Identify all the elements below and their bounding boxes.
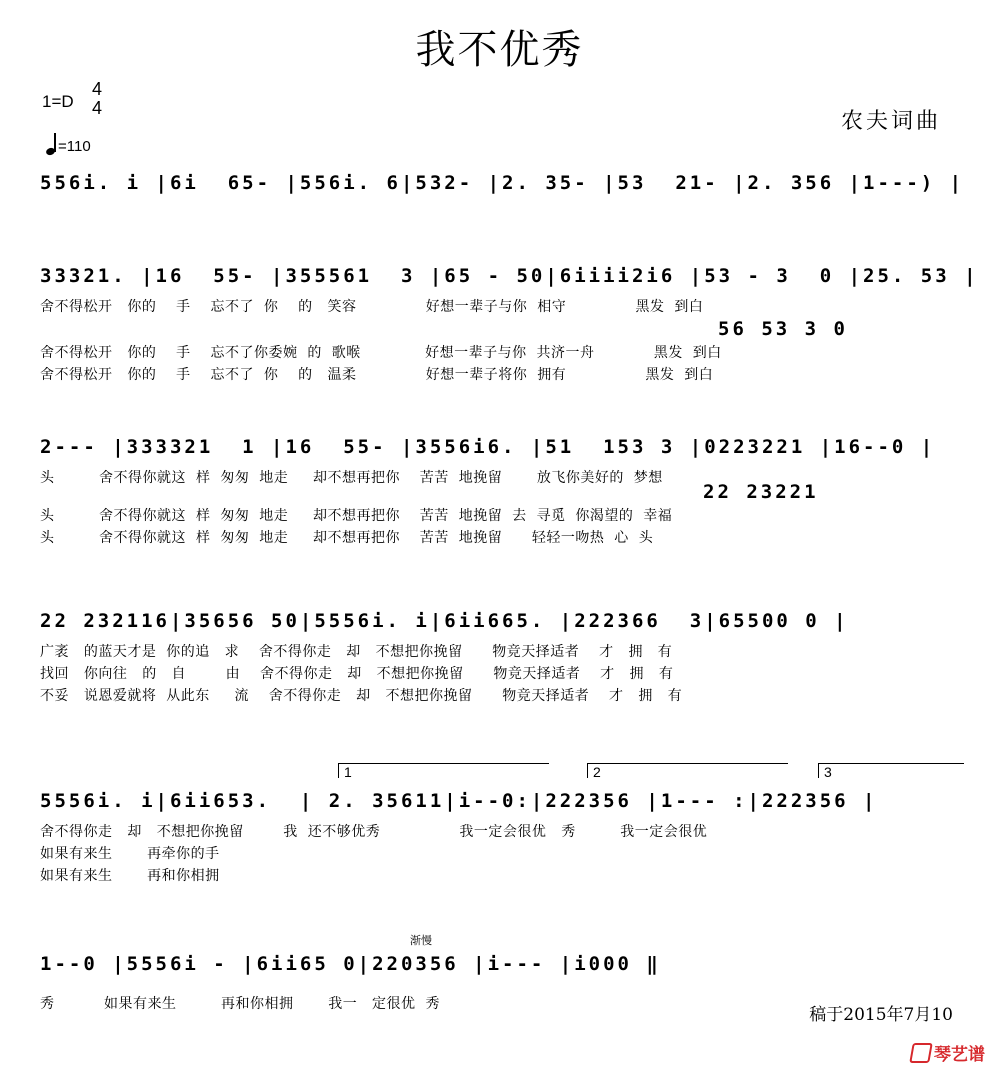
notation-line-6: 1--0 |5556i - |6ii65 0|220356 |i--- |i000 ‖ — [40, 953, 661, 975]
lyric-3-verse-3: 头 舍不得你就这 样 匆匆 地走 却不想再把你 苦苦 地挽留 轻轻一吻热 心 头 — [40, 530, 654, 546]
lyric-3-verse-2: 头 舍不得你就这 样 匆匆 地走 却不想再把你 苦苦 地挽留 去 寻觅 你渴望的 幸福 — [40, 508, 673, 524]
logo-text: 琴艺谱 — [934, 1045, 985, 1065]
lyric-4-verse-1: 广袤 的蓝天才是 你的追 求 舍不得你走 却 不想把你挽留 物竞天择适者 才 拥 有 — [40, 644, 673, 660]
lyric-2-verse-1: 舍不得松开 你的 手 忘不了 你 的 笑容 好想一辈子与你 相守 黑发 到白 — [40, 299, 704, 315]
song-title: 我不优秀 — [415, 27, 584, 73]
volta-1: 1 — [338, 763, 549, 778]
manuscript-date: 稿于2015年7月10 — [809, 1005, 953, 1025]
notation-line-1: 556i. i |6i 65- |556i. 6|532- |2. 35- |53 21- |2. 356 |1---) | — [40, 172, 965, 194]
lyric-4-verse-2: 找回 你向往 的 自 由 舍不得你走 却 不想把你挽留 物竞天择适者 才 拥 有 — [40, 666, 674, 682]
notation-line-4: 22 232116|35656 50|5556i. i|6ii665. |222366 3|65500 0 | — [40, 610, 849, 632]
dynamic-marking: 渐慢 — [410, 934, 432, 947]
time-signature-top: 4 — [91, 79, 102, 99]
lyric-2-verse-2: 舍不得松开 你的 手 忘不了你委婉 的 歌喉 好想一辈子与你 共济一舟 黑发 到白 — [40, 345, 722, 361]
time-signature — [88, 80, 106, 118]
lyric-5-verse-3: 如果有来生 再和你相拥 — [40, 868, 220, 884]
logo-mark-icon — [909, 1043, 933, 1063]
lyric-5-verse-1: 舍不得你走 却 不想把你挽留 我 还不够优秀 我一定会很优 秀 我一定会很优 — [40, 824, 708, 840]
notation-line-5: 5556i. i|6ii653. | 2. 35611|i--0:|222356 |1--- :|222356 | — [40, 790, 878, 812]
lyric-5-verse-2: 如果有来生 再牵你的手 — [40, 846, 220, 862]
quarter-note-icon — [46, 133, 56, 155]
key-signature: 1=D — [42, 92, 74, 111]
lyric-4-verse-3: 不妥 说恩爱就将 从此东 流 舍不得你走 却 不想把你挽留 物竞天择适者 才 拥 有 — [40, 688, 683, 704]
time-signature-bottom: 4 — [91, 98, 102, 118]
volta-2: 2 — [587, 763, 788, 778]
tempo-value: =110 — [58, 138, 91, 155]
volta-3: 3 — [818, 763, 964, 778]
lyric-2-verse-3: 舍不得松开 你的 手 忘不了 你 的 温柔 好想一辈子将你 拥有 黑发 到白 — [40, 367, 714, 383]
composer-credit: 农夫词曲 — [840, 109, 941, 134]
alt-notation-2: 56 53 3 0 — [718, 318, 848, 340]
lyric-3-verse-1: 头 舍不得你就这 样 匆匆 地走 却不想再把你 苦苦 地挽留 放飞你美好的 梦想 — [40, 470, 663, 486]
notation-line-3: 2--- |333321 1 |16 55- |3556i6. |51 153 3 |0223221 |16--0 | — [40, 436, 936, 458]
alt-notation-3: 22 23221 — [703, 481, 819, 503]
tempo-marking — [46, 133, 91, 155]
notation-line-2: 33321. |16 55- |355561 3 |65 - 50|6iiii2i6 |53 - 3 0 |25. 53 | — [40, 265, 979, 287]
site-logo — [911, 1040, 985, 1065]
lyric-6-verse-1: 秀 如果有来生 再和你相拥 我一 定很优 秀 — [40, 996, 440, 1012]
